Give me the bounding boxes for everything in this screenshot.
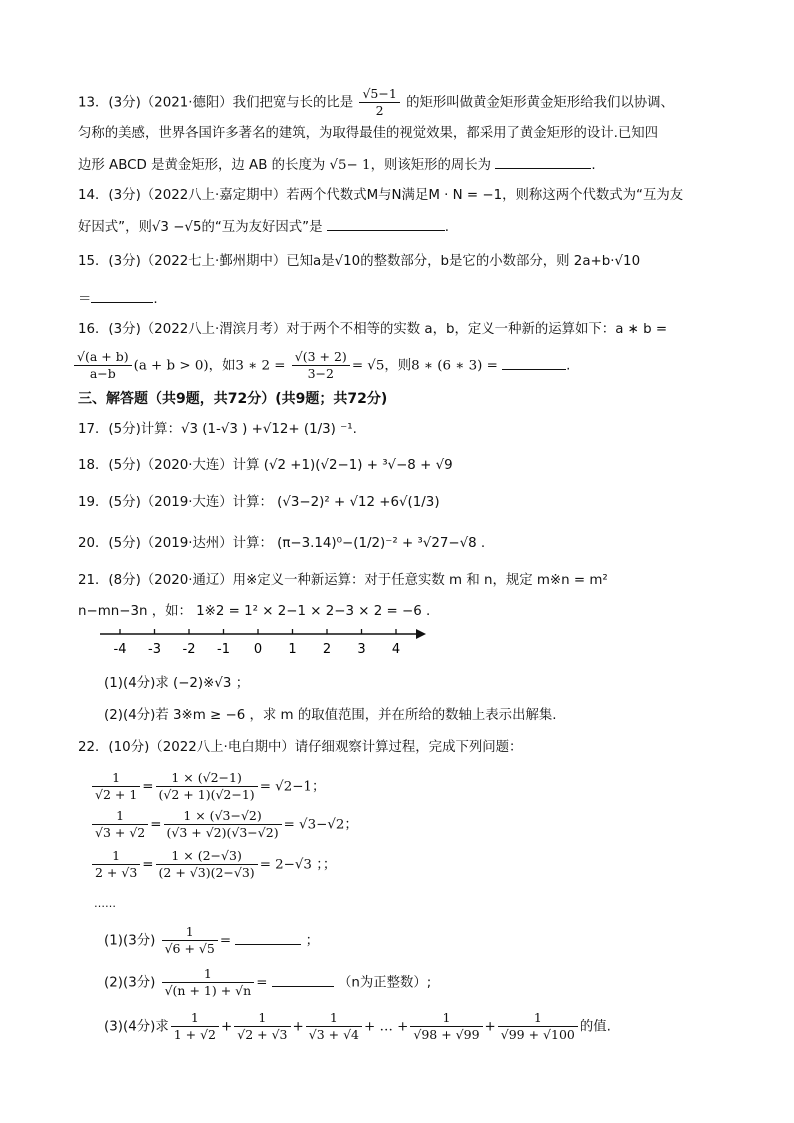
q16-line2 xyxy=(78,349,570,382)
q16-line2-b: (a + b > 0)，如3 ∗ 2 = xyxy=(133,358,286,374)
q22-sub2-blank[interactable] xyxy=(272,972,334,987)
q16-frac1-den: a−b xyxy=(89,366,116,381)
q22-sub3-t3: $\frac{1}{√3 + √4}$ xyxy=(306,1010,362,1043)
section-heading: 三、解答题（共9题，共72分）(共9题；共72分) xyxy=(78,391,388,407)
q15-line2-eq: ＝ xyxy=(78,292,92,307)
q19-line: 19．(5分)（2019·大连）计算： (√3−2)² + √12 +6√(1/3) xyxy=(78,495,440,510)
q16-line1: 16．(3分)（2022八上·渭滨月考）对于两个不相等的实数 a，b，定义一种新的运算如下：a ∗ b = xyxy=(78,322,668,337)
q22-sub3-t4: $\frac{1}{√98 + √99}$ xyxy=(410,1010,482,1043)
number-line-tick-label: 1 xyxy=(288,642,297,657)
q22-example2: $\frac{1}{√3 + √2}$ = $\frac{1 \times (√3-√2)}{(√3 + √2)(√3-√2)}$ = √3−√2； xyxy=(90,808,358,841)
number-line-tick-label: 2 xyxy=(322,642,332,657)
q14-line2 xyxy=(78,216,449,238)
number-line-tick-label: 3 xyxy=(357,642,366,657)
q22-e1-frac-a: $\frac{1}{√2 + 1}$ xyxy=(92,770,140,803)
q22-e1-frac-b: $\frac{1 \times (√2-1)}{(√2 + 1)(√2-1)}$ xyxy=(156,770,258,803)
q13-line2: 匀称的美感，世界各国许多著名的建筑，为取得最佳的视觉效果，都采用了黄金矩形的设计.已知四 xyxy=(78,126,659,141)
q13-line3-a: 边形 ABCD 是黄金矩形，边 AB 的长度为 xyxy=(78,158,326,173)
q13-text-a: 13．(3分)（2021·德阳）我们把宽与长的比是 xyxy=(78,95,354,111)
q13-fraction xyxy=(359,86,399,119)
q22-e2-frac-b: $\frac{1 \times (√3-√2)}{(√3 + √2)(√3-√2)}$ xyxy=(164,808,282,841)
q22-ellipsis: …… xyxy=(94,897,116,910)
q15-line2-b: . xyxy=(153,292,158,307)
q16-line2-e: . xyxy=(566,358,571,374)
q15-line1: 15．(3分)（2022七上·鄞州期中）已知a是√10的整数部分，b是它的小数部分，则 2a+b·√10 xyxy=(78,254,641,269)
q22-e3-frac-b: $\frac{1 \times (2-√3)}{(2 + √3)(2-√3)}$ xyxy=(156,848,258,881)
q13-frac-num: √5−1 xyxy=(359,86,399,103)
q22-sub3-t2: $\frac{1}{√2 + √3}$ xyxy=(234,1010,290,1043)
q15-answer-blank[interactable] xyxy=(91,288,153,303)
q13-line3-d: . xyxy=(591,158,596,173)
q14-line2-b: . xyxy=(444,220,450,235)
q22-sub3-label: (3)(4分)求 xyxy=(104,1019,169,1035)
q13-line3-b: √5− 1 xyxy=(329,158,371,173)
q14-line1: 14．(3分)（2022八上·嘉定期中）若两个代数式M与N满足M · N = −1，则称这两个代数式为“互为友 xyxy=(78,188,684,203)
q16-frac2-den: 3−2 xyxy=(307,366,334,381)
q22-sub3-t5: $\frac{1}{√99 + √100}$ xyxy=(498,1010,578,1043)
number-line-arrow-icon xyxy=(416,629,426,639)
q22-sub3-t1: $\frac{1}{1 + √2}$ xyxy=(171,1010,219,1043)
q22-e2-frac-a: $\frac{1}{√3 + √2}$ xyxy=(92,808,148,841)
q17-line: 17．(5分)计算：√3 (1-√3 ) +√12+ (1/3) ⁻¹. xyxy=(78,422,357,437)
number-line-ticks xyxy=(114,629,401,657)
q14-answer-blank[interactable] xyxy=(327,216,445,231)
q22-sub3-end: 的值. xyxy=(579,1019,611,1035)
q22-sub2-frac: $\frac{1}{√(n + 1) + √n}$ xyxy=(162,966,255,999)
q13-frac-den: 2 xyxy=(375,103,384,118)
number-line-tick-label: -2 xyxy=(182,642,196,657)
q22-sub1-blank[interactable] xyxy=(235,930,301,945)
number-line-tick-label: 0 xyxy=(253,642,263,657)
number-line-tick-label: 4 xyxy=(391,642,401,657)
q21-line1: 21．(8分)（2020·通辽）用※定义一种新运算：对于任意实数 m 和 n，规定 m※n = m² xyxy=(78,573,608,588)
q18-line: 18．(5分)（2020·大连）计算 (√2 +1)(√2−1) + ³√−8 + √9 xyxy=(78,458,453,473)
q13-line3 xyxy=(78,154,596,176)
q13-line3-c: ，则该矩形的周长为 xyxy=(370,158,492,173)
q16-frac1 xyxy=(74,349,132,382)
q22-example1: $\frac{1}{√2 + 1}$ = $\frac{1 \times (√2-1)}{(√2 + 1)(√2-1)}$ = √2−1； xyxy=(90,770,325,803)
q22-sub1-frac: $\frac{1}{√6 + √5}$ xyxy=(162,924,218,957)
q22-sub1-end: ； xyxy=(305,933,320,949)
q22-line1: 22．(10分)（2022八上·电白期中）请仔细观察计算过程，完成下列问题： xyxy=(78,740,523,755)
q22-sub3: (3)(4分)求 $\frac{1}{1 + √2}$ + $\frac{1}{√2 + √3}$ + $\frac{1}{√3 + √4}$ + … + $\frac{1}{√98 + √99}$ + $\frac{1}{√99 + √100}$ 的值. xyxy=(104,1010,611,1042)
number-line-tick-label: -3 xyxy=(148,642,161,657)
q21-sub2: (2)(4分)若 3※m ≥ −6 ，求 m 的取值范围，并在所给的数轴上表示出解集. xyxy=(104,708,557,723)
q20-line: 20．(5分)（2019·达州）计算： (π−3.14)⁰−(1/2)⁻² + ³√27−√8 . xyxy=(78,536,486,551)
q13-answer-blank[interactable] xyxy=(495,154,591,169)
q15-line2 xyxy=(78,288,158,310)
q22-sub1: (1)(3分) $\frac{1}{√6 + √5}$ = ； xyxy=(104,924,320,956)
q16-frac2-num: √(3 + 2) xyxy=(292,349,350,366)
q22-sub2: (2)(3分) $\frac{1}{√(n + 1) + √n}$ = （n为正整数）; xyxy=(104,966,432,998)
q14-line2-a: 好因式”，则√3 −√5的“互为友好因式”是 xyxy=(78,220,323,235)
q13-line1 xyxy=(78,86,674,119)
q22-sub2-label: (2)(3分) xyxy=(104,975,156,991)
number-line-tick-label: -4 xyxy=(113,642,127,657)
q16-answer-blank[interactable] xyxy=(502,355,566,370)
q13-text-b: 的矩形叫做黄金矩形黄金矩形给我们以协调、 xyxy=(406,95,674,111)
q21-sub1: (1)(4分)求 (−2)※√3 ； xyxy=(104,676,250,691)
number-line-tick-label: -1 xyxy=(217,642,230,657)
q22-sub2-end: （n为正整数）; xyxy=(337,975,432,991)
number-line[interactable] xyxy=(100,622,440,662)
q21-line2: n−mn−3n ，如： 1※2 = 1² × 2−1 × 2−3 × 2 = −6 . xyxy=(78,604,431,619)
q16-frac2 xyxy=(292,349,350,382)
q22-example3: $\frac{1}{2 + √3}$ = $\frac{1 \times (2-√3)}{(2 + √3)(2-√3)}$ = 2−√3 ；； xyxy=(90,848,336,881)
q16-line2-d: = √5，则8 ∗ (6 ∗ 3) = xyxy=(351,358,498,374)
q22-e3-frac-a: $\frac{1}{2 + √3}$ xyxy=(92,848,140,881)
q16-frac1-num: √(a + b) xyxy=(74,349,132,366)
q22-sub1-label: (1)(3分) xyxy=(104,933,156,949)
